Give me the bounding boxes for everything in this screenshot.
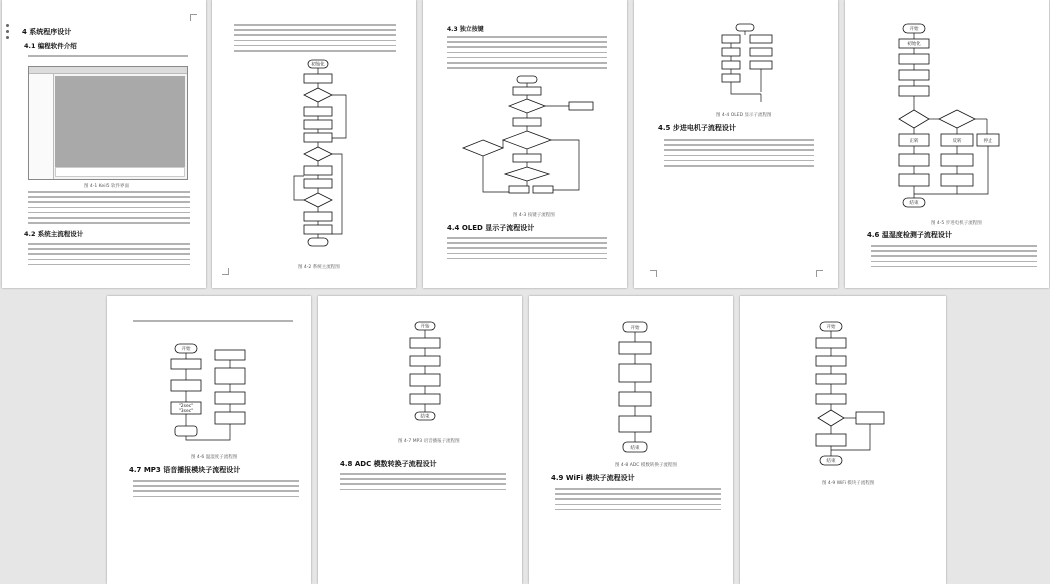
document-page-3	[423, 0, 627, 288]
svg-text:开始: 开始	[826, 325, 836, 331]
section-heading: 4.6 温湿度检测子流程设计	[867, 231, 952, 239]
paragraph	[340, 473, 506, 494]
document-page-4	[634, 0, 838, 288]
oled-flowchart	[714, 22, 784, 112]
svg-text:停止: 停止	[983, 139, 993, 144]
section-heading: 4.4 OLED 显示子流程设计	[447, 224, 535, 232]
motor-flowchart	[895, 22, 1005, 222]
adc-flowchart	[615, 320, 655, 460]
paragraph	[555, 488, 721, 514]
figure-caption: 图 4-3 按键子流程图	[513, 213, 555, 218]
paragraph	[664, 139, 814, 170]
svg-text:初始化: 初始化	[907, 42, 921, 47]
paragraph	[234, 24, 396, 55]
figure-caption: 图 4-7 MP3 语音播报子流程图	[398, 439, 460, 444]
main-flowchart	[282, 58, 362, 258]
svg-text:结束: 结束	[909, 201, 919, 206]
svg-text:"3sec": "3sec"	[178, 409, 194, 414]
svg-text:结束: 结束	[826, 459, 836, 465]
svg-text:结束: 结束	[630, 445, 640, 451]
paragraph	[133, 320, 293, 325]
document-page-8	[529, 296, 733, 584]
paragraph	[871, 245, 1037, 271]
svg-text:反转: 反转	[952, 139, 962, 144]
svg-text:"2sec": "2sec"	[178, 404, 194, 409]
chapter-heading: 4 系统程序设计	[22, 28, 72, 36]
svg-text:正转: 正转	[909, 139, 919, 144]
document-page-7	[318, 296, 522, 584]
figure-caption: 图 4-1 Keil5 软件界面	[84, 184, 129, 189]
navigation-handle-icon[interactable]	[6, 24, 9, 42]
figure-caption: 图 4-9 WiFi 模块子流程图	[822, 481, 875, 486]
figure-caption: 图 4-2 系统主流程图	[298, 265, 340, 270]
software-screenshot	[28, 66, 188, 180]
paragraph	[133, 480, 299, 501]
section-heading: 4.9 WiFi 模块子流程设计	[551, 474, 635, 482]
paragraph	[28, 55, 188, 60]
svg-text:开始: 开始	[420, 324, 430, 330]
wifi-flowchart	[814, 320, 894, 470]
document-page-2	[212, 0, 416, 288]
section-heading: 4.8 ADC 模数转换子流程设计	[340, 460, 437, 468]
svg-text:开始: 开始	[630, 325, 640, 331]
svg-text:初始化: 初始化	[311, 62, 325, 68]
paragraph	[447, 237, 607, 263]
section-heading: 4.2 系统主流程设计	[24, 230, 84, 238]
document-page-9	[740, 296, 946, 584]
svg-text:开始: 开始	[909, 27, 919, 33]
humidity-flowchart	[167, 340, 257, 460]
document-page-1	[2, 0, 206, 288]
paragraph	[28, 191, 190, 227]
section-heading: 4.5 步进电机子流程设计	[658, 124, 736, 132]
figure-caption: 图 4-5 步进电机子流程图	[931, 221, 982, 226]
section-heading: 4.7 MP3 语音播报模块子流程设计	[129, 466, 241, 474]
document-page-6	[107, 296, 311, 584]
document-page-5	[845, 0, 1049, 288]
key-flowchart	[459, 74, 599, 204]
figure-caption: 图 4-6 温湿度子流程图	[191, 455, 238, 460]
figure-caption: 图 4-4 OLED 显示子流程图	[716, 113, 772, 118]
section-heading: 4.1 编程软件介绍	[24, 42, 77, 50]
paragraph	[28, 243, 190, 269]
section-heading: 4.3 独立按键	[447, 26, 484, 33]
mp3-flowchart	[406, 320, 446, 430]
figure-caption: 图 4-8 ADC 模数转换子流程图	[615, 463, 677, 468]
paragraph	[447, 36, 607, 72]
svg-text:开始: 开始	[181, 347, 191, 353]
svg-text:结束: 结束	[420, 414, 430, 420]
